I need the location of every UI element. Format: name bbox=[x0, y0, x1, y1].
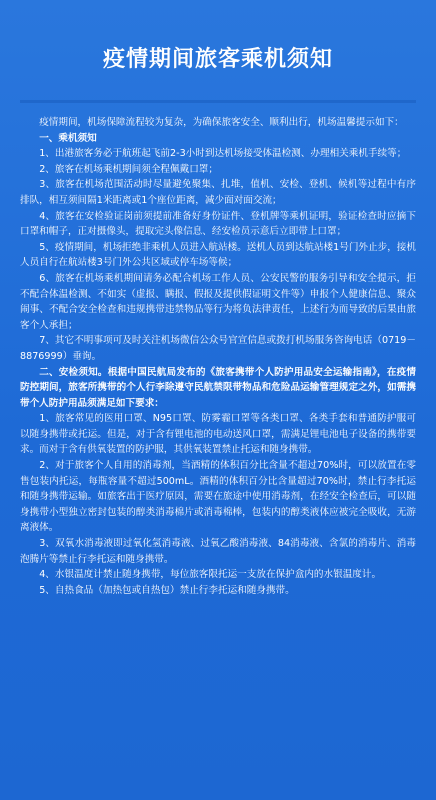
section2-item: 1、旅客常见的医用口罩、N95口罩、防雾霾口罩等各类口罩、各类手套和普通防护服可以随身携带或托运。但是，对于含有锂电池的电动送风口罩，需满足锂电池电子设备的携带要求。而对于含有供氧装置的防护服，其供氧装置禁止托运和随身携带。 bbox=[20, 413, 416, 456]
section2-title: 二、安检须知。 bbox=[39, 366, 108, 378]
page-title: 疫情期间旅客乘机须知 bbox=[102, 47, 333, 72]
section2-intro: 根据中国民航局发布的《旅客携带个人防护用品安全运输指南》，在疫情防控期间，旅客所携带的个人行李除遵守民航禁限带物品和危险品运输管理规定之外，如需携带个人防护用品须满足如下要求： bbox=[20, 366, 416, 409]
notice-body bbox=[20, 115, 416, 598]
section2-item: 2、对于旅客个人自用的消毒剂，当酒精的体积百分比含量不超过70%时，可以放置在零售包装内托运，每瓶容量不超过500mL。酒精的体积百分比含量超过70%时，禁止行李托运和随身携带运输。如旅客出于医疗原因，需要在旅途中使用消毒剂，在经安全检查后，可以随身携带小型独立密封包装的醇类消毒棉片或消毒棉棒，包装内的醇类液体应被完全吸收，无游离液体。 bbox=[20, 460, 416, 534]
section1-item: 2、旅客在机场乘机期间须全程佩戴口罩； bbox=[39, 163, 218, 175]
section2-item: 4、水银温度计禁止随身携带，每位旅客限托运一支放在保护盒内的水银温度计。 bbox=[39, 569, 382, 581]
section1-item: 3、旅客在机场范围活动时尽量避免聚集、扎堆，值机、安检、登机、候机等过程中有序排队，相互须间隔1米距离或1个座位距离，减少面对面交流； bbox=[20, 179, 416, 206]
section2-item: 3、双氧水消毒液即过氧化氢消毒液、过氧乙酸消毒液、84消毒液、含氯的消毒片、消毒泡腾片等禁止行李托运和随身携带。 bbox=[20, 538, 416, 565]
section2-item: 5、自热食品（加热包或自热包）禁止行李托运和随身携带。 bbox=[39, 584, 295, 596]
section1-item: 4、旅客在安检验证岗前须提前准备好身份证件、登机牌等乘机证明，验证检查时应摘下口罩和帽子，正对摄像头，提取完头像信息、经安检员示意后立即带上口罩； bbox=[20, 210, 416, 238]
title-divider bbox=[20, 100, 416, 103]
section1-item: 7、其它不明事项可及时关注机场微信公众号官宣信息或拨打机场服务咨询电话（0719－8876999）垂询。 bbox=[20, 335, 416, 362]
section1-heading: 一、乘机须知 bbox=[39, 132, 97, 144]
section1-item: 1、出港旅客务必于航班起飞前2-3小时到达机场接受体温检测、办理相关乘机手续等； bbox=[39, 148, 407, 160]
intro-paragraph: 疫情期间，机场保障流程较为复杂，为确保旅客安全、顺利出行，机场温馨提示如下： bbox=[39, 117, 404, 128]
section2-heading bbox=[20, 365, 416, 412]
section1-item: 5、疫情期间，机场拒绝非乘机人员进入航站楼。送机人员到达航站楼1号门外止步，接机人员自行在航站楼3号门外公共区域或停车场等候； bbox=[20, 241, 416, 269]
section1-item: 6、旅客在机场乘机期间请务必配合机场工作人员、公安民警的服务引导和安全提示，拒不配合体温检测、不如实（虚报、瞒报、假报及提供假证明文件等）申报个人健康信息、聚众闹事、不配合安全检查和违规携带违禁物品等行为将负法律责任，上述行为而导致的后果由旅客个人承担； bbox=[20, 272, 416, 331]
